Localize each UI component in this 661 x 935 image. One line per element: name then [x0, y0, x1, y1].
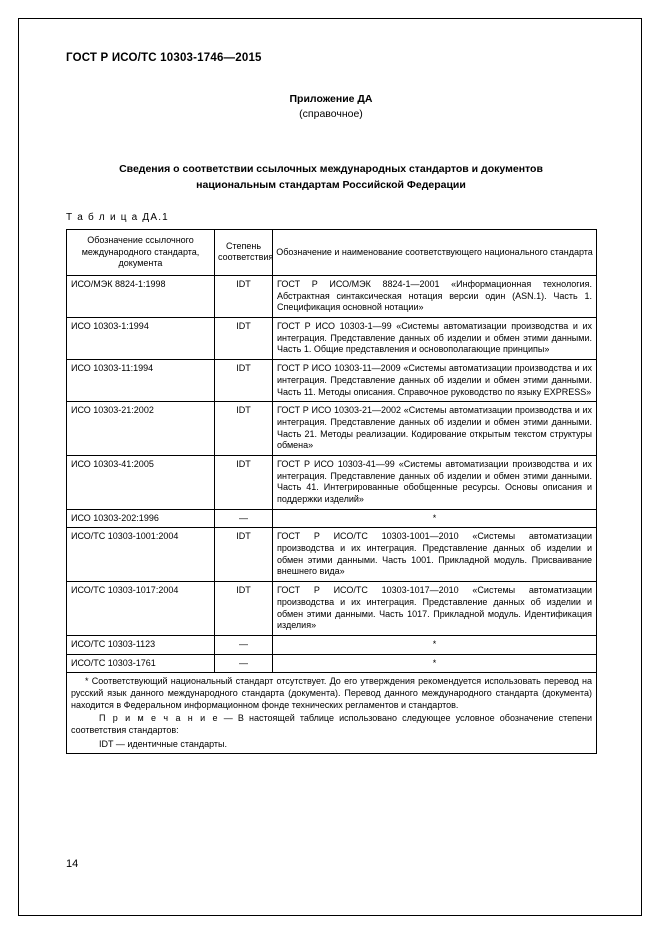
annex-title: Приложение ДА: [289, 93, 373, 105]
cell-national: ГОСТ Р ИСО/ТС 10303-1001—2010 «Системы автоматизации производства и их интеграция. Представление данных об изделии и обмен этими данными. Часть 1001. Прикладной модуль. Присваивание внешнего вида»: [273, 528, 597, 582]
page-title-line-2: национальным стандартам Российской Федерации: [196, 179, 466, 192]
cell-national: ГОСТ Р ИСО 10303-41—99 «Системы автоматизации производства и их интеграция. Представление данных об изделии и обмен этими данными. Часть 41. Интегрированные обобщенные ресурсы. Основы описания и поддержки изделий»: [273, 455, 597, 509]
table-row: [67, 318, 597, 360]
cell-reference: ИСО 10303-1:1994: [67, 318, 215, 360]
cell-reference: ИСО/ТС 10303-1001:2004: [67, 528, 215, 582]
note-block: [71, 713, 592, 736]
cell-reference: ИСО/ТС 10303-1123: [67, 635, 215, 654]
table-header-national: Обозначение и наименование соответствующего национального стандарта: [273, 229, 597, 275]
cell-degree: IDT: [215, 528, 273, 582]
note-item: IDT — идентичные стандарты.: [99, 738, 228, 749]
table-header-degree: Степень соответствия: [215, 229, 273, 275]
cell-reference: ИСО/МЭК 8824-1:1998: [67, 276, 215, 318]
cell-degree: IDT: [215, 360, 273, 402]
cell-national: ГОСТ Р ИСО/МЭК 8824-1—2001 «Информационная технология. Абстрактная синтаксическая нотация версии один (ASN.1). Часть 1. Спецификация основной нотации»: [273, 276, 597, 318]
note-label: П р и м е ч а н и е: [99, 713, 219, 724]
cell-reference: ИСО/ТС 10303-1017:2004: [67, 582, 215, 636]
table-row: [67, 635, 597, 654]
cell-reference: ИСО/ТС 10303-1761: [67, 654, 215, 673]
cell-reference: ИСО 10303-202:1996: [67, 509, 215, 528]
table-header-reference: Обозначение ссылочного международного стандарта, документа: [67, 229, 215, 275]
table-footnote-row: [67, 673, 597, 754]
cell-degree: IDT: [215, 582, 273, 636]
cell-national: ГОСТ Р ИСО 10303-21—2002 «Системы автоматизации производства и их интеграция. Представление данных об изделии и обмен этими данными. Часть 21. Методы реализации. Кодирование открытым текстом структуры обмена»: [273, 402, 597, 456]
page-header-standard-id: ГОСТ Р ИСО/ТС 10303-1746—2015: [66, 52, 262, 64]
note-text: — В настоящей таблице использовано следующее условное обозначение степени соответствия стандартов:: [71, 713, 592, 735]
cell-national: ГОСТ Р ИСО/ТС 10303-1017—2010 «Системы автоматизации производства и их интеграция. Представление данных об изделии и обмен этими данными. Часть 1017. Прикладной модуль. Идентификация изделия»: [273, 582, 597, 636]
table-footnote-cell: [67, 673, 597, 754]
table-header-row: [67, 229, 597, 275]
annex-subtitle: (справочное): [299, 108, 363, 121]
table-row: [67, 582, 597, 636]
cell-degree: IDT: [215, 318, 273, 360]
cell-degree: IDT: [215, 276, 273, 318]
table-caption: Т а б л и ц а ДА.1: [66, 211, 169, 223]
table-row: [67, 509, 597, 528]
cell-reference: ИСО 10303-21:2002: [67, 402, 215, 456]
page-number: 14: [66, 858, 79, 870]
cell-degree: —: [215, 509, 273, 528]
correspondence-table: [66, 229, 597, 754]
cell-national: *: [273, 635, 597, 654]
page-content: [66, 52, 596, 754]
cell-reference: ИСО 10303-11:1994: [67, 360, 215, 402]
cell-national: *: [273, 509, 597, 528]
page-title-line-1: Сведения о соответствии ссылочных международных стандартов и документов: [119, 163, 543, 176]
cell-degree: IDT: [215, 455, 273, 509]
table-row: [67, 654, 597, 673]
table-row: [67, 402, 597, 456]
table-row: [67, 528, 597, 582]
table-row: [67, 455, 597, 509]
footnote-text: * Соответствующий национальный стандарт отсутствует. До его утверждения рекомендуется использовать перевод на русский язык данного международного стандарта (документа). Перевод данного международного стандарта (документа) находится в Федеральном информационном фонде технических регламентов и стандартов.: [71, 676, 592, 710]
cell-national: ГОСТ Р ИСО 10303-1—99 «Системы автоматизации производства и их интеграция. Представление данных об изделии и обмен этими данными. Часть 1. Общие представления и основополагающие принципы»: [273, 318, 597, 360]
page-title: [66, 162, 596, 194]
cell-national: *: [273, 654, 597, 673]
cell-degree: —: [215, 654, 273, 673]
table-row: [67, 360, 597, 402]
annex-heading: [66, 92, 596, 122]
cell-degree: IDT: [215, 402, 273, 456]
cell-degree: —: [215, 635, 273, 654]
cell-national: ГОСТ Р ИСО 10303-11—2009 «Системы автоматизации производства и их интеграция. Представление данных об изделии и обмен этими данными. Часть 11. Методы описания. Справочное руководство по языку EXPRESS»: [273, 360, 597, 402]
table-row: [67, 276, 597, 318]
cell-reference: ИСО 10303-41:2005: [67, 455, 215, 509]
